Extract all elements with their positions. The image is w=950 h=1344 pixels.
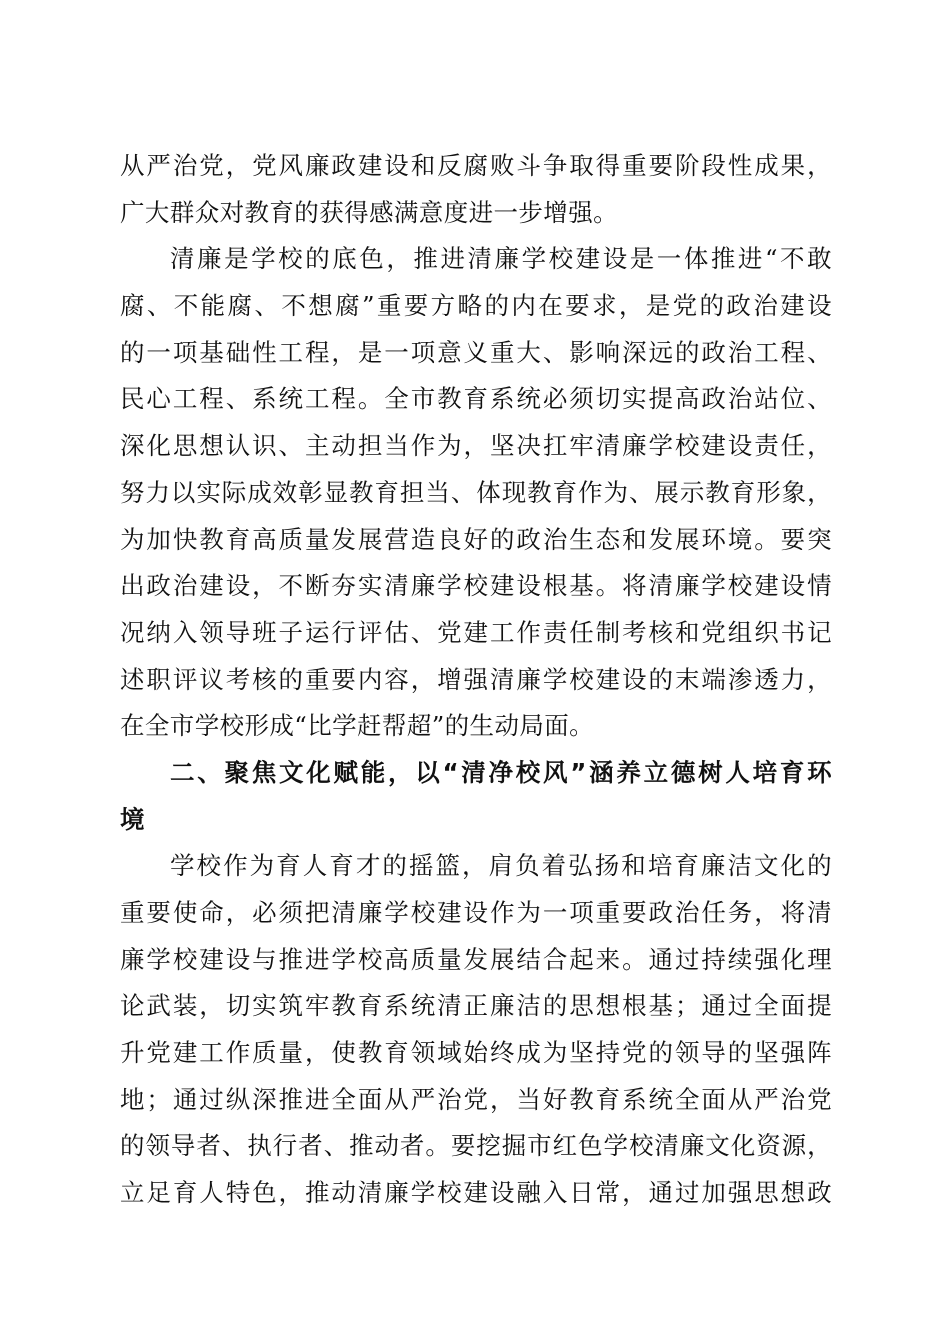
text-line: 深化思想认识、主动担当作为，坚决扛牢清廉学校建设责任， (120, 431, 832, 461)
heading-line: 二、聚焦文化赋能，以“清净校风”涵养立德树人培育环 (170, 757, 832, 787)
text-line: 广大群众对教育的获得感满意度进一步增强。 (120, 197, 618, 227)
text-line: 的一项基础性工程，是一项意义重大、影响深远的政治工程、 (120, 337, 832, 367)
text-line: 努力以实际成效彰显教育担当、体现教育作为、展示教育形象， (120, 477, 832, 507)
paragraph-school (120, 843, 832, 1217)
text-line: 为加快教育高质量发展营造良好的政治生态和发展环境。要突 (120, 524, 832, 554)
heading-line: 境 (120, 804, 145, 834)
text-line: 在全市学校形成“比学赶帮超”的生动局面。 (120, 711, 595, 741)
text-line: 清廉是学校的底色，推进清廉学校建设是一体推进“不敢 (170, 244, 832, 274)
text-line: 出政治建设，不断夯实清廉学校建设根基。将清廉学校建设情 (120, 571, 832, 601)
text-line: 述职评议考核的重要内容，增强清廉学校建设的末端渗透力， (120, 664, 832, 694)
text-line: 论武装，切实筑牢教育系统清正廉洁的思想根基；通过全面提 (120, 991, 832, 1021)
text-line: 立足育人特色，推动清廉学校建设融入日常，通过加强思想政 (120, 1178, 832, 1208)
text-line: 重要使命，必须把清廉学校建设作为一项重要政治任务，将清 (120, 898, 832, 927)
paragraph-qinglian (120, 236, 832, 750)
text-line: 腐、不能腐、不想腐”重要方略的内在要求，是党的政治建设 (120, 291, 832, 321)
text-line: 升党建工作质量，使教育领域始终成为坚持党的领导的坚强阵 (120, 1038, 832, 1068)
paragraph-continuation (120, 143, 832, 236)
text-line: 从严治党，党风廉政建设和反腐败斗争取得重要阶段性成果， (120, 151, 832, 180)
text-line: 况纳入领导班子运行评估、党建工作责任制考核和党组织书记 (120, 617, 832, 647)
text-line: 廉学校建设与推进学校高质量发展结合起来。通过持续强化理 (120, 944, 832, 974)
text-line: 学校作为育人育才的摇篮，肩负着弘扬和培育廉洁文化的 (170, 851, 832, 881)
text-line: 的领导者、执行者、推动者。要挖掘市红色学校清廉文化资源， (120, 1131, 832, 1161)
text-line: 地；通过纵深推进全面从严治党，当好教育系统全面从严治党 (120, 1084, 832, 1114)
section-heading-2 (120, 750, 832, 843)
text-line: 民心工程、系统工程。全市教育系统必须切实提高政治站位、 (120, 384, 832, 414)
document-body (120, 143, 832, 1217)
